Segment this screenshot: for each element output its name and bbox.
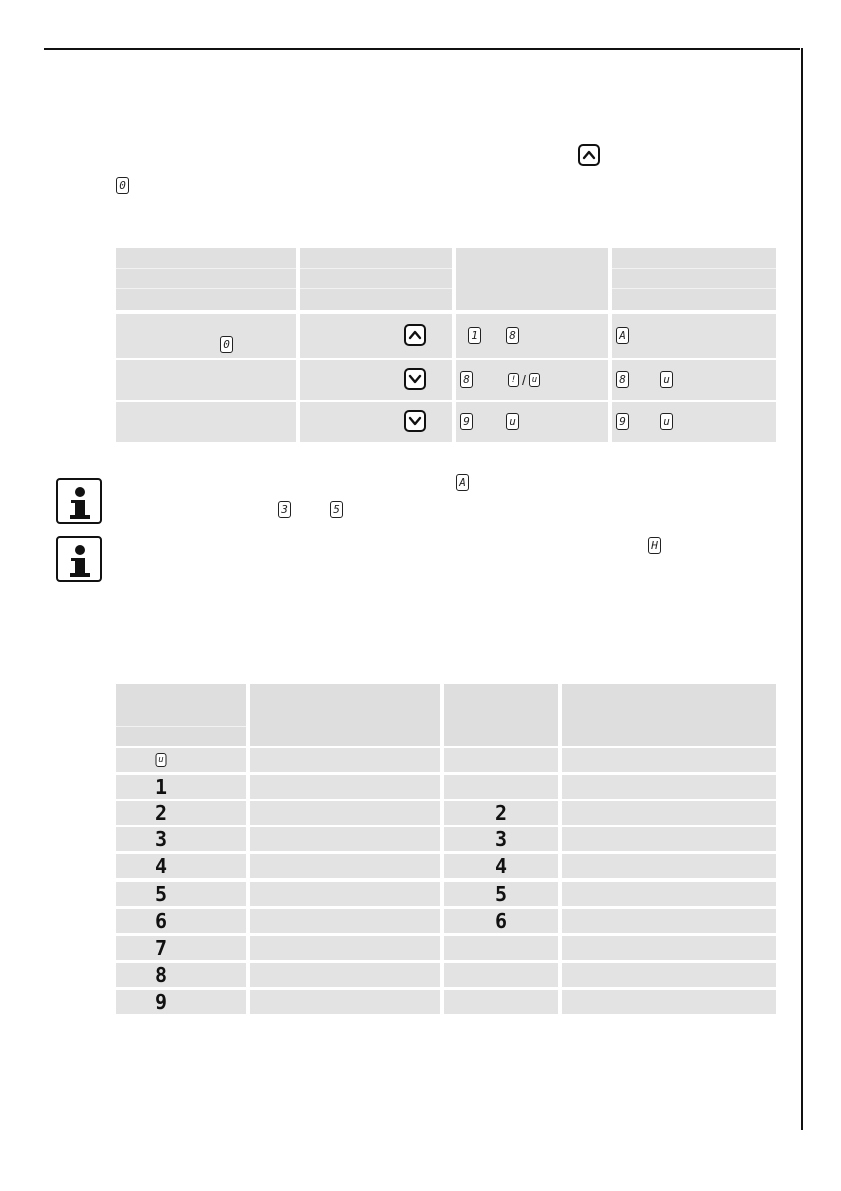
display-digit-icon: A [616,327,629,344]
display-zero-icon: 0 [220,336,233,353]
display-digit-icon: u [660,413,673,430]
table-row [116,775,776,799]
display-digit-icon: A [456,474,469,491]
key-up-icon [578,144,600,166]
heat-level-glyph: 8 [154,963,168,987]
heat-level-glyph: 1 [154,775,168,799]
display-digit-icon: 1 [468,327,481,344]
heat-level-glyph: 2 [154,801,168,825]
display-digit-icon: 9 [460,413,473,430]
right-rule [801,48,803,1130]
heat-level-glyph: 9 [154,990,168,1014]
slash-separator: / [522,372,526,388]
heat-level-glyph: 4 [154,854,168,878]
display-digit-icon: 3 [278,501,291,518]
display-digit-icon: 8 [616,371,629,388]
info-icon [56,536,102,582]
heat-level-glyph: 5 [494,882,508,906]
heat-level-glyph: 6 [494,909,508,933]
top-rule [44,48,800,50]
display-digit-icon: H [648,537,661,554]
table-row [116,748,776,772]
table-row [116,827,776,851]
heat-level-glyph: 4 [494,854,508,878]
display-digit-icon: u [506,413,519,430]
key-up-icon [404,324,426,346]
table-row [116,936,776,960]
display-digit-icon: 8 [460,371,473,388]
key-down-icon [404,368,426,390]
heat-level-glyph: u [156,753,167,767]
table-row [116,990,776,1014]
table-row [116,360,776,400]
display-zero-icon: 0 [116,177,129,194]
display-digit-icon: 5 [330,501,343,518]
heat-level-glyph: 5 [154,882,168,906]
table-row [116,882,776,906]
table-row [116,854,776,878]
heat-level-glyph: 7 [154,936,168,960]
table-row [116,963,776,987]
table-row [116,801,776,825]
heat-level-glyph: 3 [154,827,168,851]
display-digit-icon: ! [508,373,519,387]
table-row [116,909,776,933]
display-digit-icon: 8 [506,327,519,344]
table-header-row [116,684,776,746]
table-row [116,402,776,442]
display-digit-icon: 9 [616,413,629,430]
info-icon [56,478,102,524]
table-header-row [116,248,776,310]
table-row [116,314,776,358]
heat-level-glyph: 2 [494,801,508,825]
heat-level-glyph: 3 [494,827,508,851]
display-digit-icon: u [660,371,673,388]
display-digit-icon: u [529,373,540,387]
key-down-icon [404,410,426,432]
heat-level-glyph: 6 [154,909,168,933]
